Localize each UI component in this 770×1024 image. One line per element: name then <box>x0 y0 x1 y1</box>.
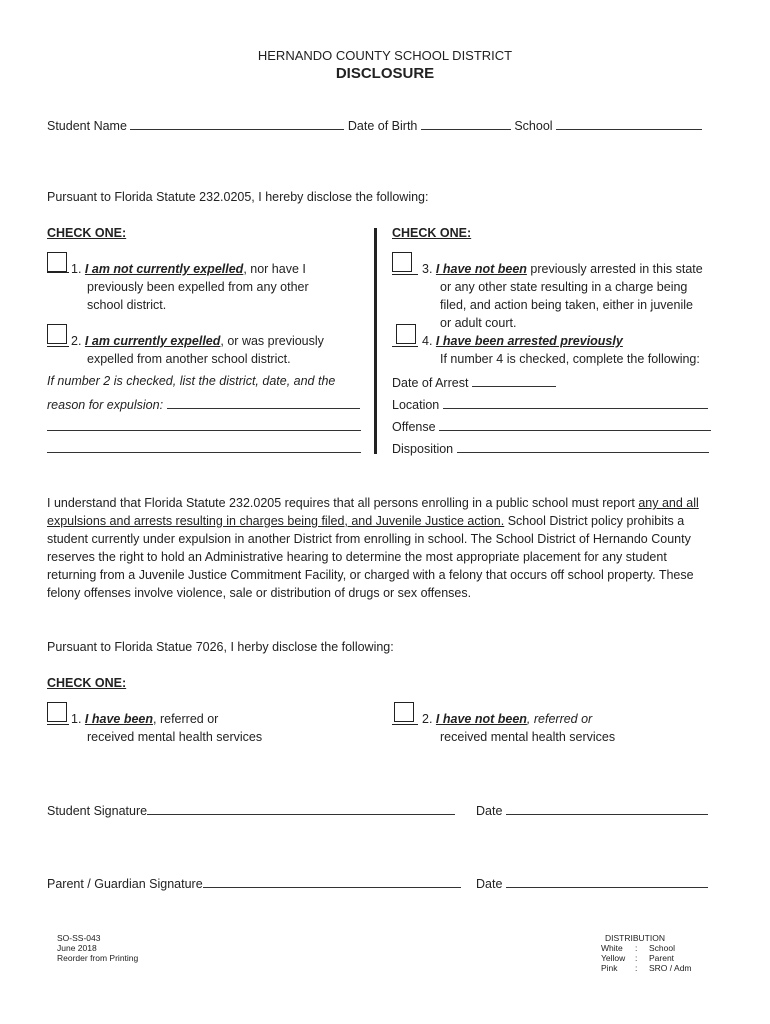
mh-option1-line2: received mental health services <box>87 730 263 744</box>
parent-signature-field[interactable] <box>203 875 461 888</box>
expulsion-note-line1: If number 2 is checked, list the district, date, and the <box>47 374 336 388</box>
parent-date-label: Date <box>476 877 503 891</box>
option4-text <box>422 334 623 348</box>
checkbox-mental-health-yes[interactable] <box>47 702 67 722</box>
checkbox-underline <box>47 724 69 725</box>
mh-option1-number: 1. <box>71 712 82 726</box>
checkbox-mental-health-no[interactable] <box>394 702 414 722</box>
option4-line2: If number 4 is checked, complete the following: <box>440 352 700 366</box>
mh-option1-emphasis: I have been <box>84 712 154 726</box>
page-title: DISCLOSURE <box>335 65 435 82</box>
option2-number: 2. <box>71 334 82 348</box>
student-signature-label: Student Signature <box>47 804 148 818</box>
option1-line2: previously been expelled from any other <box>87 280 309 294</box>
offense-label: Offense <box>392 420 436 434</box>
distribution-color: White <box>601 943 623 953</box>
expulsion-reason-label: reason for expulsion: <box>47 398 164 412</box>
reorder-note: Reorder from Printing <box>57 953 139 963</box>
option2-emphasis: I am currently expelled <box>84 334 221 348</box>
distribution-sep: : <box>635 963 638 973</box>
right-check-one: CHECK ONE: <box>392 226 472 240</box>
option4-emphasis: I have been arrested previously <box>435 334 623 348</box>
expulsion-reason-field-3[interactable] <box>47 440 361 453</box>
student-signature-field[interactable] <box>147 802 455 815</box>
option2-line2: expelled from another school district. <box>87 352 291 366</box>
option1-number: 1. <box>71 262 82 276</box>
checkbox-underline <box>392 724 418 725</box>
location-field[interactable] <box>443 396 708 409</box>
student-name-label: Student Name <box>47 119 127 133</box>
student-date-row <box>476 802 708 818</box>
expulsion-reason-row3 <box>47 440 361 456</box>
arrest-date-label: Date of Arrest <box>392 376 469 390</box>
option3-text <box>422 262 703 276</box>
option1-rest: , nor have I <box>243 262 306 276</box>
school-label: School <box>514 119 553 133</box>
dob-label: Date of Birth <box>347 119 418 133</box>
checkbox-underline <box>392 346 418 347</box>
checkbox-underline <box>47 346 69 347</box>
understanding-text-2: School District policy prohibits a student currently under expulsion in another District from enrolling in school. The School District of Hernando County reserves the right to hold an Administrative hearing to determine the most appropriate placement for any student returning from a Juvenile Justice Commitment Facility, or charged with a felony that occurs off school property. These felony offenses involve violence, sale or distribution of drugs or sex offenses. <box>47 514 694 600</box>
option3-line3: filed, and action being taken, either in juvenile <box>440 298 693 312</box>
option1-text <box>71 262 306 276</box>
checkbox-not-expelled[interactable] <box>47 252 67 272</box>
mh-option2-rest: , referred or <box>526 712 593 726</box>
form-code: SO-SS-043 <box>57 933 101 943</box>
checkbox-currently-expelled[interactable] <box>47 324 67 344</box>
option2-text <box>71 334 324 348</box>
student-signature-row <box>47 802 455 818</box>
section1-intro: Pursuant to Florida Statute 232.0205, I hereby disclose the following: <box>47 190 429 204</box>
option3-line4: or adult court. <box>440 316 517 330</box>
checkbox-underline <box>392 274 418 275</box>
offense-field[interactable] <box>439 418 711 431</box>
understanding-paragraph <box>47 494 717 602</box>
school-field[interactable] <box>556 117 702 130</box>
distribution-color: Pink <box>601 963 618 973</box>
distribution-sep: : <box>635 953 638 963</box>
dob-field[interactable] <box>421 117 511 130</box>
disposition-row <box>392 440 709 456</box>
column-divider <box>374 228 377 454</box>
section2-intro: Pursuant to Florida Statue 7026, I herby disclose the following: <box>47 640 394 654</box>
offense-row <box>392 418 711 434</box>
student-date-label: Date <box>476 804 503 818</box>
disposition-label: Disposition <box>392 442 454 456</box>
parent-signature-label: Parent / Guardian Signature <box>47 877 203 891</box>
student-date-field[interactable] <box>506 802 708 815</box>
distribution-dest: SRO / Adm <box>649 963 692 973</box>
student-info-row <box>47 117 702 133</box>
form-date: June 2018 <box>57 943 97 953</box>
form-info <box>57 933 138 963</box>
option2-rest: , or was previously <box>220 334 324 348</box>
student-name-field[interactable] <box>130 117 344 130</box>
mh-option1-text <box>71 712 218 726</box>
disposition-field[interactable] <box>457 440 709 453</box>
parent-date-field[interactable] <box>506 875 708 888</box>
distribution-row <box>601 943 692 953</box>
mh-option2-text <box>422 712 592 726</box>
left-check-one: CHECK ONE: <box>47 226 127 240</box>
option3-number: 3. <box>422 262 433 276</box>
distribution-color: Yellow <box>601 953 626 963</box>
mh-option2-emphasis: I have not been <box>435 712 527 726</box>
location-row <box>392 396 708 412</box>
option3-line2: or any other state resulting in a charge being <box>440 280 688 294</box>
parent-signature-row <box>47 875 461 891</box>
option1-line3: school district. <box>87 298 167 312</box>
checkbox-underline <box>47 272 69 273</box>
understanding-text-1: I understand that Florida Statute 232.0205 requires that all persons enrolling in a public school must report <box>47 496 639 510</box>
distribution-dest: Parent <box>649 953 675 963</box>
option3-rest: previously arrested in this state <box>526 262 703 276</box>
location-label: Location <box>392 398 440 412</box>
expulsion-reason-field-2[interactable] <box>47 418 361 431</box>
expulsion-reason-row <box>47 396 360 412</box>
expulsion-reason-field[interactable] <box>167 396 360 409</box>
arrest-date-row <box>392 374 556 390</box>
checkbox-arrested[interactable] <box>396 324 416 344</box>
district-name: HERNANDO COUNTY SCHOOL DISTRICT <box>257 48 513 63</box>
distribution-block <box>601 933 692 973</box>
mh-option2-line2: received mental health services <box>440 730 616 744</box>
expulsion-reason-row2 <box>47 418 361 434</box>
parent-date-row <box>476 875 708 891</box>
arrest-date-field[interactable] <box>472 374 556 387</box>
mh-option2-number: 2. <box>422 712 433 726</box>
option4-number: 4. <box>422 334 433 348</box>
option1-emphasis: I am not currently expelled <box>84 262 244 276</box>
option3-emphasis: I have not been <box>435 262 527 276</box>
checkbox-not-arrested[interactable] <box>392 252 412 272</box>
distribution-row <box>601 953 692 963</box>
distribution-row <box>601 963 692 973</box>
distribution-dest: School <box>649 943 675 953</box>
distribution-sep: : <box>635 943 638 953</box>
mh-option1-rest: , referred or <box>153 712 219 726</box>
distribution-title: DISTRIBUTION <box>605 933 665 943</box>
section2-check-one: CHECK ONE: <box>47 676 127 690</box>
understanding-underlined: any and all expulsions and arrests resulting in charges being filed, and Juvenile Justice action. <box>47 496 699 528</box>
